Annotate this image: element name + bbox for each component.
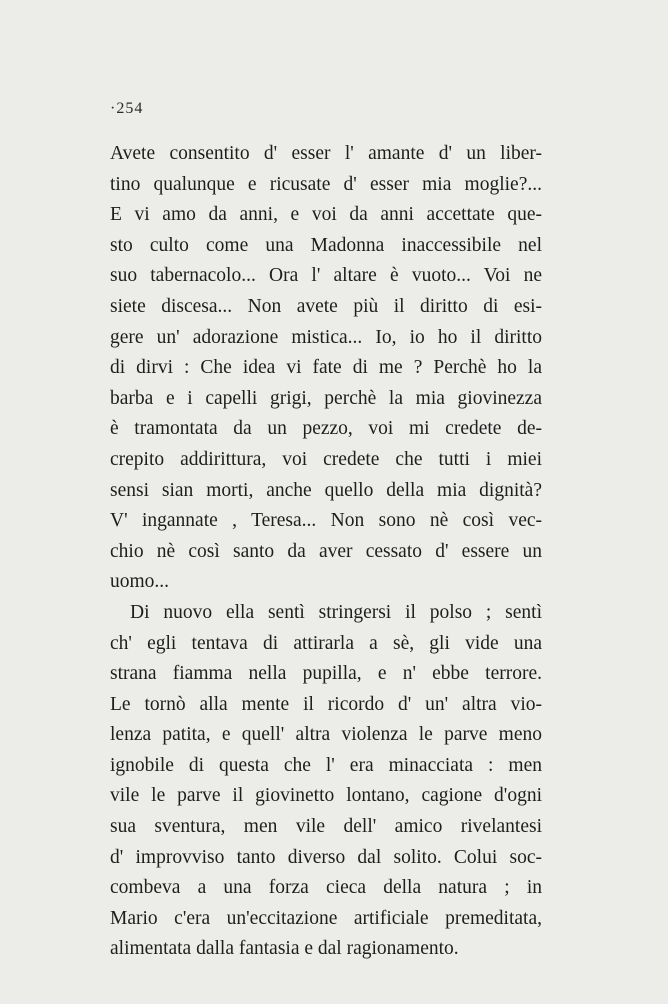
text-line: crepito addirittura, voi credete che tutti i miei xyxy=(110,448,542,470)
text-line: suo tabernacolo... Ora l' altare è vuoto... Voi ne xyxy=(110,265,542,287)
text-line: strana fiamma nella pupilla, e n' ebbe terrore. xyxy=(110,663,542,685)
text-line: barba e i capelli grigi, perchè la mia giovinezza xyxy=(110,387,542,409)
text-line: ch' egli tentava di attirarla a sè, gli vide una xyxy=(110,632,542,654)
text-line: d' improvviso tanto diverso dal solito. Colui soc- xyxy=(110,846,542,868)
text-line: è tramontata da un pezzo, voi mi credete de- xyxy=(110,418,542,440)
text-line: sua sventura, men vile dell' amico rivelantesi xyxy=(110,816,542,838)
page-number: ·254 xyxy=(110,100,144,117)
text-line: ignobile di questa che l' era minacciata : men xyxy=(110,754,542,776)
text-line: V' ingannate , Teresa... Non sono nè così vec- xyxy=(110,510,542,532)
text-line: alimentata dalla fantasia e dal ragionamento. xyxy=(110,938,459,960)
text-line: E vi amo da anni, e voi da anni accettate que- xyxy=(110,204,542,226)
text-line: tino qualunque e ricusate d' esser mia moglie?... xyxy=(110,173,542,195)
text-line: chio nè così santo da aver cessato d' essere un xyxy=(110,540,542,562)
text-line: sensi sian morti, anche quello della mia dignità? xyxy=(110,479,542,501)
text-line: di dirvi : Che idea vi fate di me ? Perchè ho la xyxy=(110,357,542,379)
text-line: combeva a una forza cieca della natura ; in xyxy=(110,877,542,899)
body-text xyxy=(110,139,542,965)
text-line: Avete consentito d' esser l' amante d' un liber- xyxy=(110,143,542,164)
paragraph-start-line: Di nuovo ella sentì stringersi il polso ; sentì xyxy=(130,601,542,623)
text-line: lenza patita, e quell' altra violenza le parve meno xyxy=(110,724,542,746)
text-line: Le tornò alla mente il ricordo d' un' altra vio- xyxy=(110,693,542,715)
text-line: sto culto come una Madonna inaccessibile nel xyxy=(110,234,542,256)
text-line: uomo... xyxy=(110,571,170,593)
text-line: gere un' adorazione mistica... Io, io ho il diritto xyxy=(110,326,542,348)
text-line: siete discesa... Non avete più il diritto di esi- xyxy=(110,295,542,317)
text-line: vile le parve il giovinetto lontano, cagione d'ogni xyxy=(110,785,542,807)
text-line: Mario c'era un'eccitazione artificiale premeditata, xyxy=(110,907,542,929)
